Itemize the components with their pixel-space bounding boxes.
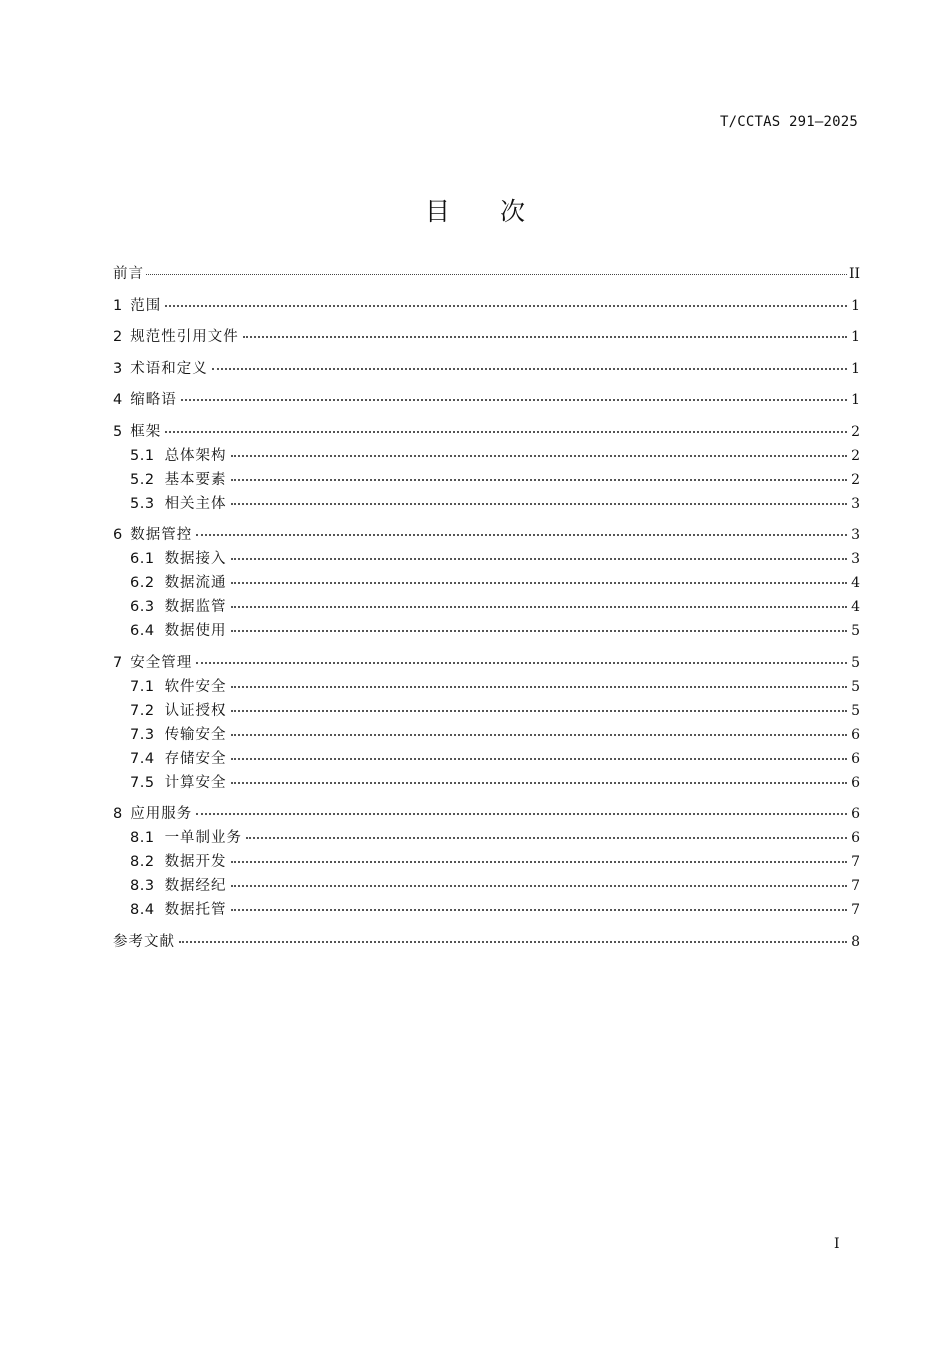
toc-entry-number: 6: [113, 527, 123, 543]
toc-entry[interactable]: [113, 420, 860, 444]
toc-dot-leader: [179, 941, 847, 943]
toc-dot-leader: [146, 274, 847, 275]
toc-entry-number: 8: [113, 806, 123, 822]
toc-entry[interactable]: [113, 651, 860, 675]
toc-entry-number: 1: [113, 297, 123, 314]
toc-entry-number: 8.3: [130, 878, 155, 894]
toc-dot-leader: [231, 885, 848, 887]
toc-entry-page: 6: [851, 806, 860, 822]
toc-entry[interactable]: [113, 675, 860, 699]
toc-dot-leader: [243, 336, 847, 338]
toc-entry-page: 2: [851, 471, 860, 488]
toc-entry[interactable]: [113, 357, 860, 381]
toc-entry[interactable]: [113, 492, 860, 516]
toc-entry-page: 4: [851, 599, 860, 615]
toc-entry-number: 3: [113, 360, 123, 377]
toc-entry-page: 1: [851, 360, 860, 377]
toc-entry-number: 7.2: [130, 702, 155, 719]
page-number: I: [834, 1236, 840, 1252]
toc-entry-page: 3: [851, 551, 860, 567]
toc-entry[interactable]: [113, 262, 860, 286]
toc-dot-leader: [165, 431, 847, 433]
toc-entry-label: 一单制业务: [164, 830, 243, 846]
toc-entry-page: 7: [851, 854, 860, 870]
document-id: T/CCTAS 291—2025: [719, 114, 858, 130]
toc-entry-number: 5.3: [130, 495, 155, 512]
toc-dot-leader: [231, 503, 848, 505]
toc-entry[interactable]: [113, 850, 860, 874]
toc-dot-leader: [231, 782, 848, 784]
toc-dot-leader: [231, 582, 848, 584]
toc-entry[interactable]: [113, 802, 860, 826]
toc-entry-label: 参考文献: [113, 933, 175, 950]
toc-entry-label: 认证授权: [164, 702, 227, 719]
toc-entry-label: 计算安全: [164, 774, 227, 791]
toc-entry-page: 1: [851, 297, 860, 314]
toc-dot-leader: [196, 534, 847, 536]
toc-entry[interactable]: [113, 826, 860, 850]
toc-entry[interactable]: [113, 771, 860, 795]
toc-entry-number: 5: [113, 423, 123, 440]
toc-entry-page: II: [848, 266, 860, 282]
toc-dot-leader: [231, 861, 848, 863]
toc-entry-page: 1: [851, 392, 860, 408]
toc-entry-label: 缩略语: [130, 392, 177, 408]
toc-dot-leader: [231, 758, 848, 760]
toc-entry-number: 7.4: [130, 750, 155, 767]
toc-entry-label: 数据使用: [164, 623, 227, 639]
toc-entry-number: 8.1: [130, 830, 155, 846]
toc-entry-page: 3: [851, 495, 860, 512]
toc-dot-leader: [231, 558, 848, 560]
toc-entry-page: 6: [851, 830, 860, 846]
toc-entry-label: 存储安全: [164, 750, 227, 767]
toc-entry[interactable]: [113, 898, 860, 922]
toc-entry-number: 6.2: [130, 575, 155, 591]
toc-dot-leader: [231, 686, 848, 688]
toc-list: [113, 262, 860, 954]
toc-dot-leader: [231, 606, 848, 608]
toc-entry-number: 5.1: [130, 447, 155, 464]
toc-dot-leader: [165, 305, 847, 307]
toc-entry-page: 6: [851, 750, 860, 767]
toc-dot-leader: [231, 710, 848, 712]
toc-entry[interactable]: [113, 468, 860, 492]
toc-entry[interactable]: [113, 571, 860, 595]
toc-entry-number: 5.2: [130, 471, 155, 488]
toc-entry-page: 4: [851, 575, 860, 591]
toc-entry-page: 7: [851, 878, 860, 894]
toc-entry-number: 7.5: [130, 774, 155, 791]
toc-entry-page: 3: [851, 527, 860, 543]
toc-entry-page: 2: [851, 423, 860, 440]
toc-entry-label: 相关主体: [164, 495, 227, 512]
toc-entry-page: 1: [851, 329, 860, 345]
toc-entry[interactable]: [113, 930, 860, 954]
toc-entry-number: 6.3: [130, 599, 155, 615]
toc-dot-leader: [231, 630, 848, 632]
toc-entry-label: 总体架构: [164, 447, 227, 464]
toc-dot-leader: [231, 455, 848, 457]
toc-entry[interactable]: [113, 325, 860, 349]
toc-entry-label: 规范性引用文件: [130, 329, 239, 345]
toc-dot-leader: [231, 909, 848, 911]
toc-entry-label: 数据流通: [164, 575, 227, 591]
toc-entry[interactable]: [113, 874, 860, 898]
toc-entry-page: 5: [851, 623, 860, 639]
toc-entry-label: 框架: [130, 423, 162, 440]
toc-heading-char-2: 次: [500, 197, 526, 226]
toc-entry[interactable]: [113, 523, 860, 547]
toc-entry-number: 2: [113, 329, 123, 345]
toc-entry-label: 数据管控: [130, 527, 193, 543]
toc-entry-label: 范围: [130, 297, 162, 314]
toc-entry-label: 数据经纪: [164, 878, 227, 894]
toc-dot-leader: [196, 662, 847, 664]
toc-entry[interactable]: [113, 723, 860, 747]
toc-dot-leader: [212, 368, 847, 370]
toc-entry-page: 5: [851, 702, 860, 719]
toc-entry[interactable]: [113, 619, 860, 643]
toc-entry-label: 数据托管: [164, 902, 227, 918]
toc-entry-number: 7.3: [130, 726, 155, 743]
toc-entry[interactable]: [113, 388, 860, 412]
toc-entry-page: 8: [851, 933, 860, 950]
toc-entry-page: 2: [851, 447, 860, 464]
toc-entry-label: 基本要素: [164, 471, 227, 488]
toc-entry-number: 6.4: [130, 623, 155, 639]
toc-entry-page: 6: [851, 726, 860, 743]
toc-entry[interactable]: [113, 699, 860, 723]
toc-entry-page: 5: [851, 678, 860, 695]
toc-entry-label: 传输安全: [164, 726, 227, 743]
toc-dot-leader: [181, 399, 847, 401]
toc-entry-page: 6: [851, 774, 860, 791]
toc-entry-label: 软件安全: [164, 678, 227, 695]
toc-dot-leader: [196, 813, 847, 815]
toc-entry-label: 数据开发: [164, 854, 227, 870]
toc-entry-label: 数据接入: [164, 551, 227, 567]
toc-entry[interactable]: [113, 747, 860, 771]
toc-heading: [0, 192, 950, 228]
toc-entry-page: 5: [851, 654, 860, 671]
toc-entry-number: 7: [113, 654, 123, 671]
toc-entry-label: 术语和定义: [130, 360, 208, 377]
toc-entry[interactable]: [113, 547, 860, 571]
toc-entry-number: 4: [113, 392, 123, 408]
toc-dot-leader: [231, 734, 848, 736]
toc-entry-number: 6.1: [130, 551, 155, 567]
toc-heading-char-1: 目: [424, 197, 450, 226]
toc-entry-label: 前言: [113, 266, 144, 282]
toc-dot-leader: [246, 837, 847, 839]
toc-entry-label: 应用服务: [130, 806, 193, 822]
toc-entry[interactable]: [113, 294, 860, 318]
toc-entry-page: 7: [851, 902, 860, 918]
toc-entry[interactable]: [113, 595, 860, 619]
toc-entry-number: 8.2: [130, 854, 155, 870]
toc-entry[interactable]: [113, 444, 860, 468]
toc-entry-number: 8.4: [130, 902, 155, 918]
toc-entry-label: 安全管理: [130, 654, 193, 671]
toc-dot-leader: [231, 479, 848, 481]
toc-entry-number: 7.1: [130, 678, 155, 695]
toc-entry-label: 数据监管: [164, 599, 227, 615]
